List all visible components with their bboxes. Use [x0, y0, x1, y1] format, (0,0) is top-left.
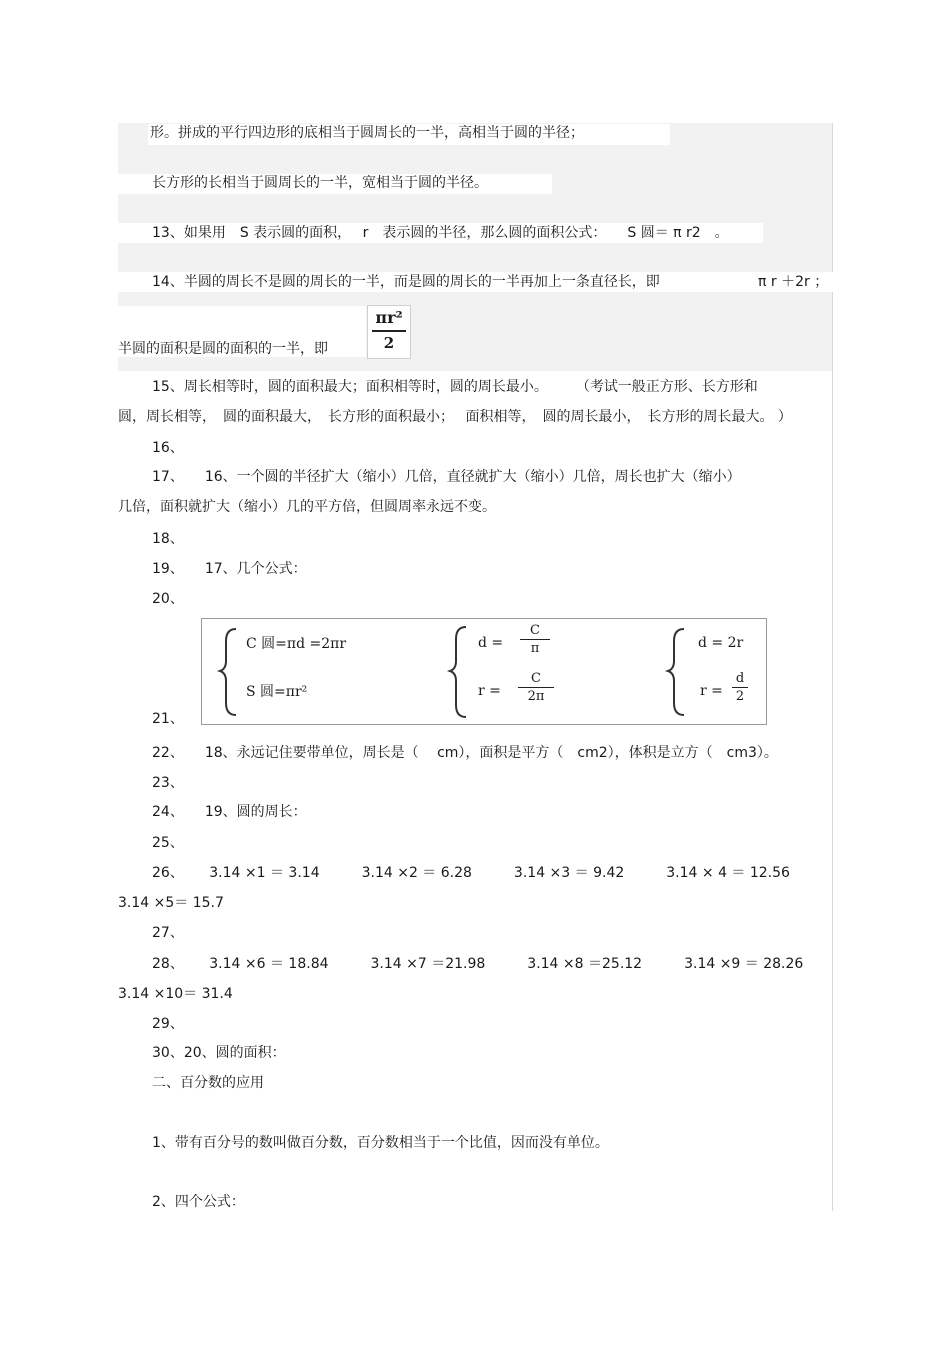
middle-brace-icon — [450, 627, 466, 717]
text-line: 23、 — [152, 775, 184, 791]
diameter-fraction — [520, 623, 550, 656]
text-line: 17、 16、一个圆的半径扩大（缩小）几倍，直径就扩大（缩小）几倍，周长也扩大（缩小） — [152, 469, 741, 485]
area-formula: S 圆=πr² — [246, 684, 308, 700]
text-line: 16、 — [152, 440, 184, 456]
text-line: 几倍，面积就扩大（缩小）几的平方倍，但圆周率永远不变。 — [118, 499, 496, 515]
text-line: 3.14 ×5＝ 15.7 — [118, 895, 224, 911]
text-line: 24、 19、圆的周长： — [152, 804, 307, 820]
text-line: 圆，周长相等， 圆的面积最大， 长方形的面积最小； 面积相等， 圆的周长最小， 长方形的周长最大。 ） — [118, 409, 792, 425]
left-brace-icon — [220, 629, 236, 715]
text-line: 形。拼成的平行四边形的底相当于圆周长的一半，高相当于圆的半径； — [150, 125, 584, 141]
fraction-numerator: C — [530, 623, 540, 638]
text-line: 28、 3.14 ×6 ＝ 18.84 3.14 ×7 ＝21.98 3.14 ×8 ＝25.12 3.14 ×9 ＝ 28.26 — [152, 956, 804, 972]
fraction-denominator: π — [530, 641, 540, 656]
fraction-bar — [732, 687, 748, 688]
fraction-numerator: πr² — [375, 308, 403, 327]
text-line: 18、 — [152, 531, 184, 547]
radius-fraction — [518, 671, 554, 704]
text-line: 15、周长相等时，圆的面积最大；面积相等时，圆的周长最小。 （考试一般正方形、长方形和 — [152, 379, 758, 395]
text-line: 半圆的面积是圆的面积的一半，即 — [118, 341, 328, 357]
fraction-numerator: C — [531, 671, 541, 686]
fraction-bar — [372, 330, 406, 332]
radius-half-lhs: r = — [700, 683, 723, 699]
text-line: 19、 17、几个公式： — [152, 561, 307, 577]
text-line: 1、带有百分号的数叫做百分数，百分数相当于一个比值，因而没有单位。 — [152, 1135, 609, 1151]
radius-half-fraction — [732, 671, 748, 704]
diameter-radius-formula: d = 2r — [698, 635, 744, 651]
fraction-bar — [520, 639, 550, 640]
fraction-denominator: 2 — [383, 334, 395, 352]
fraction-numerator: d — [735, 671, 745, 686]
right-brace-icon — [668, 629, 684, 715]
text-line: 2、四个公式： — [152, 1194, 245, 1210]
section-heading: 二、百分数的应用 — [152, 1075, 264, 1091]
text-line: 13、如果用 S 表示圆的面积， r 表示圆的半径，那么圆的面积公式： S 圆＝ π r2 。 — [152, 225, 729, 241]
text-line: 25、 — [152, 835, 184, 851]
text-line: 长方形的长相当于圆周长的一半，宽相当于圆的半径。 — [152, 175, 488, 191]
diameter-lhs: d = — [478, 635, 504, 651]
text-line: 27、 — [152, 925, 184, 941]
fraction-denominator: 2π — [527, 689, 545, 704]
text-line: π r ＋2r ； — [758, 274, 829, 290]
text-line: 30、20、圆的面积： — [152, 1045, 286, 1061]
radius-lhs: r = — [478, 683, 501, 699]
text-line: 3.14 ×10＝ 31.4 — [118, 986, 233, 1002]
text-line: 21、 — [152, 711, 184, 727]
text-line: 20、 — [152, 591, 184, 607]
circumference-formula: C 圆=πd =2πr — [246, 636, 347, 652]
text-line: 29、 — [152, 1016, 184, 1032]
text-line: 26、 3.14 ×1 ＝ 3.14 3.14 ×2 ＝ 6.28 3.14 ×3 ＝ 9.42 3.14 × 4 ＝ 12.56 — [152, 865, 790, 881]
text-line: 22、 18、永远记住要带单位，周长是（ cm），面积是平方（ cm2），体积是立方（ cm3）。 — [152, 745, 778, 761]
fraction-bar — [518, 687, 554, 688]
fraction-denominator: 2 — [735, 689, 745, 704]
formula-box — [201, 618, 767, 725]
text-line: 14、半圆的周长不是圆的周长的一半，而是圆的周长的一半再加上一条直径长，即 — [152, 274, 660, 290]
half-circle-area-fraction — [367, 305, 411, 359]
